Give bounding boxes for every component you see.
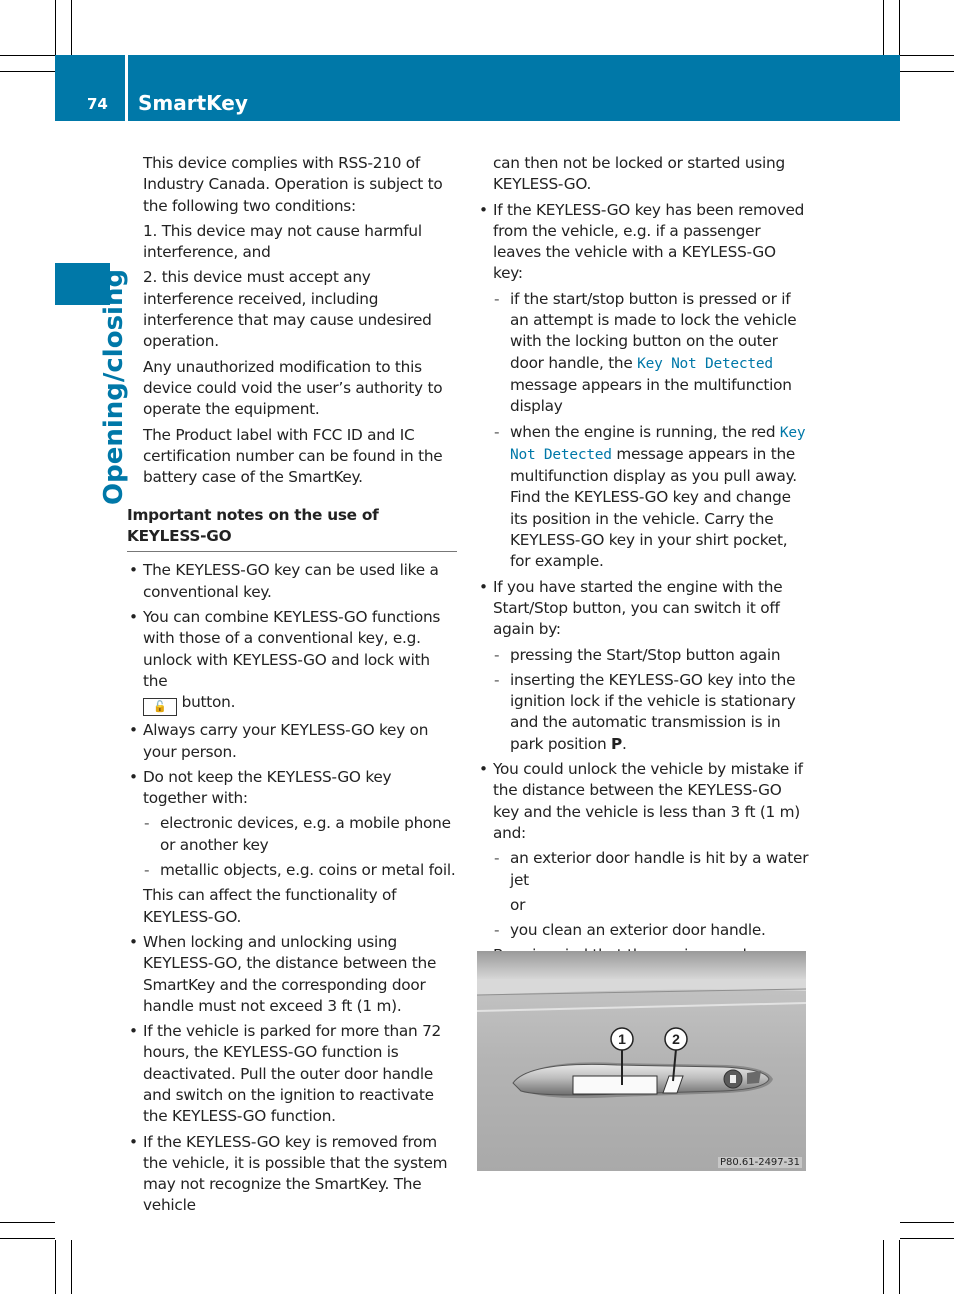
list-item: • If you have started the engine with the Start/Stop button, you can switch it off again by: [479,577,783,639]
sub-list-item: - an exterior door handle is hit by a water jet [494,849,809,889]
door-handle-figure [477,951,806,1171]
crop-mark [883,0,884,55]
crop-mark [900,55,954,56]
crop-mark [0,1222,55,1223]
crop-mark [0,71,55,72]
sub-list-item: - inserting the KEYLESS-GO key into the ignition lock if the vehicle is stationary and the automatic transmission is in park position P. [494,670,796,753]
list-item: • You can combine KEYLESS-GO functions with those of a conventional key, e.g. unlock with KEYLESS-GO and lock with the 🔓 button. [127,607,457,716]
intro-paragraph: This device complies with RSS-210 of Industry Canada. Operation is subject to the following two conditions: [143,154,443,215]
crop-mark [900,71,954,72]
list-item: • When locking and unlocking using KEYLESS-GO, the distance between the SmartKey and the corresponding door handle must not exceed 3 ft (1 m). [129,932,437,1015]
crop-mark [899,1240,900,1294]
list-item: • If the vehicle is parked for more than 72 hours, the KEYLESS-GO function is deactivated. Pull the outer door handle and switch on the ignition to reactivate the KEYLESS-GO function. [129,1022,442,1126]
display-message: Key Not Detected [510,424,806,463]
crop-mark [55,0,56,55]
sub-list-item: - if the start/stop button is pressed or if an attempt is made to lock the vehicle with the locking button on the outer door handle, the Key Not Detected message appears in the multifunction display [494,289,797,416]
callout-1: 1 [618,1031,626,1047]
intro-paragraph: 1. This device may not cause harmful interference, and [143,221,422,262]
crop-mark [0,55,55,56]
sub-list-item: - pressing the Start/Stop button again [494,645,781,664]
right-column [477,153,809,1009]
list-item: • Do not keep the KEYLESS-GO key together with: [129,767,392,808]
sub-list-item: - when the engine is running, the red Key Not Detected message appears in the multifunction display as you pull away. Find the KEYLESS-GO key and change its position in the vehicle. Carry the KEYLESS-GO key in your shirt pocket, for example. [494,422,806,571]
intro-paragraph: 2. this device must accept any interference received, including interference that may cause undesired operation. [143,268,432,351]
callout-2: 2 [672,1031,680,1047]
sub-list-or: or [510,895,526,914]
sub-list-item: - electronic devices, e.g. a mobile phone or another key [144,814,451,854]
header-divider [125,55,128,121]
crop-mark [55,1240,56,1294]
list-item: • The KEYLESS-GO key can be used like a conventional key. [129,561,439,601]
section-title: SmartKey [138,91,248,115]
list-note: This can affect the functionality of KEYLESS-GO. [143,886,397,926]
page-header [55,55,900,121]
door-handle-illustration [477,951,806,1171]
crop-mark [900,1238,954,1239]
continued-paragraph: can then not be locked or started using KEYLESS-GO. [493,154,785,194]
list-item: • If the KEYLESS-GO key is removed from the vehicle, it is possible that the system may not recognize the SmartKey. The vehicle [129,1132,448,1215]
figure-caption: P80.61-2497-31 [719,1157,800,1168]
left-column [127,153,457,1217]
sub-list-item: - metallic objects, e.g. coins or metal foil. [144,861,456,880]
page-number: 74 [87,95,108,113]
crop-mark [900,1222,954,1223]
crop-mark [883,1240,884,1294]
lock-icon: 🔓 [143,698,177,716]
crop-mark [71,0,72,55]
display-message: Key Not Detected [637,355,773,372]
chapter-label: Opening/closing [99,268,129,505]
intro-paragraph: Any unauthorized modification to this device could void the user’s authority to operate the equipment. [143,357,443,419]
list-item: • You could unlock the vehicle by mistake if the distance between the KEYLESS-GO key and the vehicle is less than 3 ft (1 m) and: [479,760,803,842]
crop-mark [71,1240,72,1294]
crop-mark [0,1238,55,1239]
list-item: • Always carry your KEYLESS-GO key on your person. [129,721,429,761]
intro-paragraph: The Product label with FCC ID and IC certification number can be found in the battery case of the SmartKey. [143,425,443,487]
list-item: • If the KEYLESS-GO key has been removed from the vehicle, e.g. if a passenger leaves the vehicle with a KEYLESS-GO key: [479,200,805,283]
section-heading: Important notes on the use of KEYLESS-GO [127,505,457,552]
crop-mark [899,0,900,55]
sub-list-item: - you clean an exterior door handle. [494,921,766,940]
